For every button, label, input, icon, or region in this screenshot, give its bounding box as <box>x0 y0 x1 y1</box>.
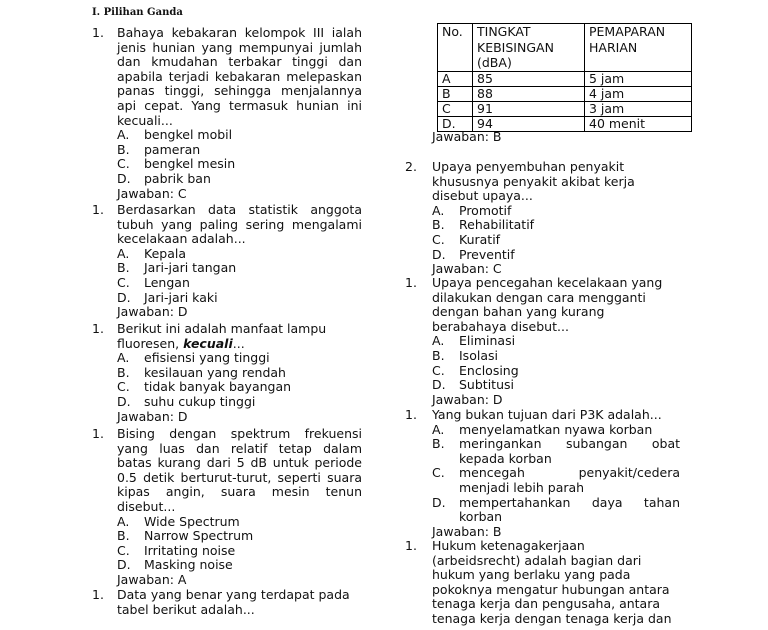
option-letter: B. <box>117 260 130 276</box>
question-number: 1. <box>405 275 417 290</box>
table-header-cell: TINGKAT KEBISINGAN (dBA) <box>473 24 585 72</box>
option-text: Promotif <box>459 202 512 218</box>
option-letter: B. <box>117 528 130 544</box>
answer-text: Jawaban: A <box>117 571 187 587</box>
option-text: mencegah penyakit/cedera menjadi lebih parah <box>459 465 680 495</box>
option-letter: C. <box>432 231 445 247</box>
option-a <box>117 351 362 366</box>
option-c <box>117 157 362 172</box>
option-text: kesilauan yang rendah <box>144 364 286 380</box>
option-text: Rehabilitatif <box>459 217 535 233</box>
option-b <box>432 218 665 233</box>
option-text: Subtitusi <box>459 377 514 393</box>
table-header-row <box>438 24 692 72</box>
option-text: Eliminasi <box>459 333 516 349</box>
question-number: 2. <box>405 159 417 174</box>
option-letter: D. <box>432 494 446 510</box>
table-cell: B <box>438 86 473 101</box>
option-text: Kuratif <box>459 231 501 247</box>
answer-text: Jawaban: D <box>432 391 503 407</box>
option-text: tidak banyak bayangan <box>144 379 292 395</box>
question-text: Yang bukan tujuan dari P3K adalah... <box>432 407 662 422</box>
option-text: Wide Spectrum <box>144 513 240 529</box>
answer-text: Jawaban: B <box>432 523 502 539</box>
option-text: Kepala <box>144 245 186 261</box>
option-text: efisiensi yang tinggi <box>144 350 270 366</box>
option-letter: A. <box>432 202 445 218</box>
option-b <box>432 349 675 364</box>
option-d <box>432 248 665 263</box>
answer-text: Jawaban: C <box>432 261 502 277</box>
question-number: 1. <box>405 407 417 422</box>
table-row <box>438 86 692 101</box>
answer-text: Jawaban: D <box>117 304 188 320</box>
option-letter: D. <box>117 170 131 186</box>
table-cell: 91 <box>473 101 585 116</box>
table-cell: 4 jam <box>585 86 692 101</box>
option-text: Narrow Spectrum <box>144 528 254 544</box>
option-letter: B. <box>432 217 445 233</box>
question-number: 1. <box>92 202 104 217</box>
table-cell: A <box>438 71 473 86</box>
question-text: Upaya pencegahan kecelakaan yang dilakukan dengan cara mengganti dengan bahan yang kurang berabahaya disebut... <box>432 275 663 334</box>
question-number: 1. <box>405 538 417 553</box>
question-text-part: Berikut ini adalah manfaat lampu fluoresen, <box>117 321 327 351</box>
option-text: pameran <box>144 141 201 157</box>
table-row <box>438 101 692 116</box>
option-text: Irritating noise <box>144 542 236 558</box>
option-d <box>432 378 675 393</box>
option-c <box>432 233 665 248</box>
option-letter: B. <box>432 436 445 452</box>
option-letter: D. <box>117 557 131 573</box>
option-a <box>432 423 680 438</box>
option-text: pabrik ban <box>144 170 211 186</box>
option-text: mempertahankan daya tahan korban <box>459 494 680 525</box>
table-header-cell: PEMAPARAN HARIAN <box>585 24 692 72</box>
option-text: Enclosing <box>459 362 519 378</box>
noise-table <box>437 23 692 132</box>
option-c <box>117 380 362 395</box>
option-letter: C. <box>117 379 130 395</box>
option-c <box>117 276 362 291</box>
option-letter: A. <box>117 513 130 529</box>
question-text: Hukum ketenagakerjaan (arbeidsrecht) adalah bagian dari hukum yang berlaku yang pada pokoknya mengatur hubungan antara tenaga kerja dan pengusaha, antara tenaga kerja dengan tenaga kerja dan <box>432 538 672 626</box>
table-cell: 88 <box>473 86 585 101</box>
table-cell: 40 menit <box>585 116 692 131</box>
question-text <box>117 322 362 351</box>
question-text: Data yang benar yang terdapat pada tabel berikut adalah... <box>117 587 350 617</box>
question-text: Upaya penyembuhan penyakit khususnya penyakit akibat kerja disebut upaya... <box>432 159 635 204</box>
option-text: Jari-jari kaki <box>144 289 218 305</box>
option-letter: A. <box>432 333 445 349</box>
option-letter: C. <box>117 542 130 558</box>
option-b <box>117 143 362 158</box>
option-d <box>432 496 680 525</box>
question-text-part: ... <box>232 335 245 351</box>
table-cell: 94 <box>473 116 585 131</box>
question-number: 1. <box>92 426 104 441</box>
option-letter: C. <box>432 465 445 481</box>
table-cell: 85 <box>473 71 585 86</box>
option-b <box>117 366 362 381</box>
question-number: 1. <box>92 321 104 336</box>
table-cell: C <box>438 101 473 116</box>
table-cell: 3 jam <box>585 101 692 116</box>
option-text: Jari-jari tangan <box>144 260 237 276</box>
option-a <box>432 334 675 349</box>
option-letter: C. <box>117 274 130 290</box>
option-letter: D. <box>432 246 446 262</box>
option-d <box>117 395 362 410</box>
option-a <box>432 204 665 219</box>
option-text: suhu cukup tinggi <box>144 393 256 409</box>
option-letter: D. <box>117 289 131 305</box>
option-a <box>117 128 362 143</box>
question-number: 1. <box>92 25 104 40</box>
option-letter: D. <box>117 393 131 409</box>
option-letter: A. <box>117 245 130 261</box>
question-number: 1. <box>92 587 104 602</box>
section-heading: I. Pilihan Ganda <box>92 7 183 18</box>
table-cell: D. <box>438 116 473 131</box>
option-letter: B. <box>117 364 130 380</box>
option-c <box>432 364 675 379</box>
question-text: Bahaya kebakaran kelompok III ialah jenis hunian yang mempunyai jumlah dan kmudahan terbakar tinggi dan apabila terjadi kebakaran melepaskan panas tinggi, sehingga menjalannya api cepat. Yang termasuk hunian ini kecuali... <box>117 25 362 128</box>
option-text: menyelamatkan nyawa korban <box>459 421 653 437</box>
option-letter: B. <box>117 141 130 157</box>
question-text-emphasis: kecuali <box>183 335 233 351</box>
option-d <box>117 172 362 187</box>
option-letter: A. <box>432 421 445 437</box>
table-row <box>438 71 692 86</box>
answer-text: Jawaban: C <box>117 185 187 201</box>
option-letter: C. <box>117 156 130 172</box>
option-letter: C. <box>432 362 445 378</box>
answer-text: Jawaban: D <box>117 408 188 424</box>
table-cell: 5 jam <box>585 71 692 86</box>
option-b <box>432 437 680 466</box>
option-a <box>117 515 362 530</box>
option-text: Masking noise <box>144 557 233 573</box>
option-b <box>117 529 362 544</box>
question-text: Berdasarkan data statistik anggota tubuh yang paling sering mengalami kecelakaan adalah... <box>117 202 362 247</box>
option-text: bengkel mesin <box>144 156 236 172</box>
option-d <box>117 558 362 573</box>
option-a <box>117 247 362 262</box>
option-c <box>432 466 680 495</box>
option-text: Preventif <box>459 246 515 262</box>
option-text: meringankan subangan obat kepada korban <box>459 436 680 466</box>
option-letter: D. <box>432 377 446 393</box>
option-letter: A. <box>117 127 130 143</box>
option-text: Lengan <box>144 274 190 290</box>
option-d <box>117 291 362 306</box>
option-c <box>117 544 362 559</box>
question-text: Bising dengan spektrum frekuensi yang luas dan relatif tetap dalam batas kurang dari 5 dB untuk periode 0.5 detik berturut-turut, seperti suara kipas angin, suara mesin tenun disebut... <box>117 426 362 514</box>
table-answer: Jawaban: B <box>432 129 502 144</box>
option-text: Isolasi <box>459 347 498 363</box>
option-letter: B. <box>432 347 445 363</box>
option-b <box>117 261 362 276</box>
option-text: bengkel mobil <box>144 127 233 143</box>
option-letter: A. <box>117 350 130 366</box>
table-header-cell: No. <box>438 24 473 72</box>
